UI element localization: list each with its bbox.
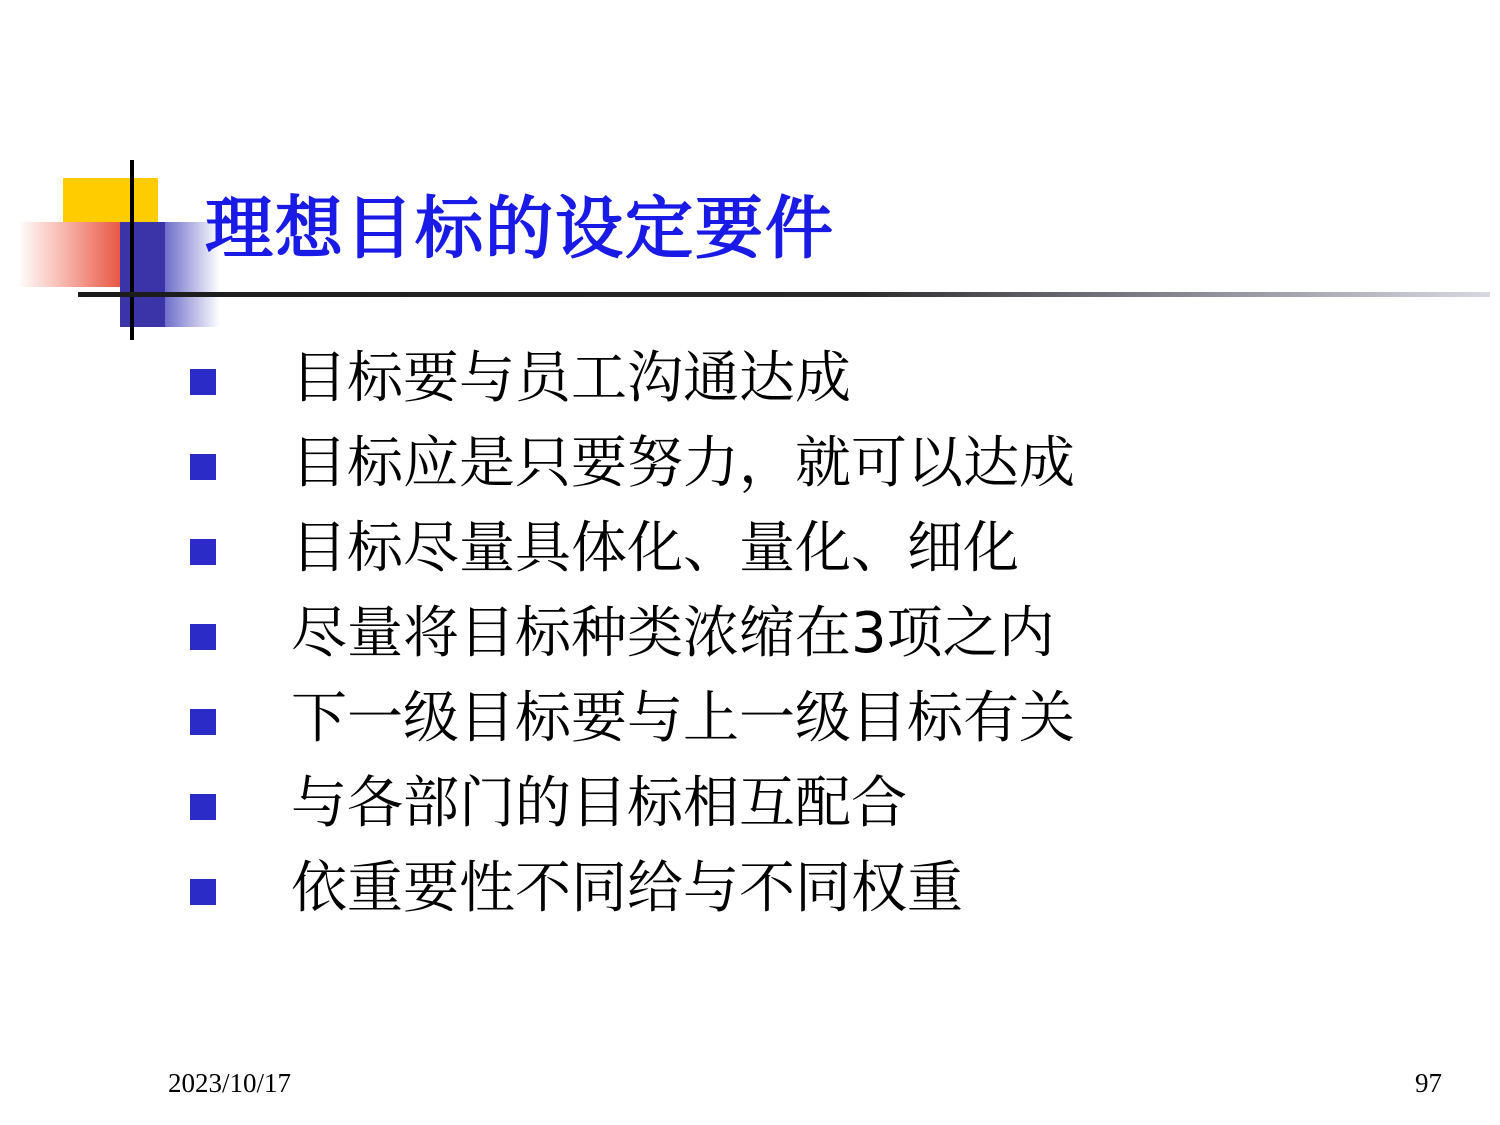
- list-item-label: 目标应是只要努力，就可以达成: [291, 430, 1075, 496]
- square-bullet-icon: [190, 369, 216, 395]
- list-item: [190, 340, 1460, 418]
- list-item-label: 目标要与员工沟通达成: [291, 345, 851, 411]
- square-bullet-icon: [190, 539, 216, 565]
- list-item-label: 目标尽量具体化、量化、细化: [291, 515, 1019, 581]
- footer-date: 2023/10/17: [168, 1068, 292, 1098]
- slide-title: 理想目标的设定要件: [205, 190, 836, 269]
- list-item: [190, 765, 1460, 843]
- list-item: [190, 425, 1460, 503]
- list-item-label: 尽量将目标种类浓缩在3项之内: [291, 600, 1055, 666]
- list-item: [190, 595, 1460, 673]
- square-bullet-icon: [190, 709, 216, 735]
- red-gradient-square-icon: [18, 222, 123, 287]
- blue-solid-square-icon: [120, 222, 165, 327]
- title-divider: [78, 292, 1490, 297]
- square-bullet-icon: [190, 879, 216, 905]
- footer-page-number: 97: [1415, 1068, 1442, 1098]
- list-item: [190, 680, 1460, 758]
- square-bullet-icon: [190, 624, 216, 650]
- square-bullet-icon: [190, 454, 216, 480]
- vertical-rule: [130, 160, 134, 340]
- list-item: [190, 510, 1460, 588]
- list-item-label: 依重要性不同给与不同权重: [291, 855, 963, 921]
- list-item: [190, 850, 1460, 928]
- list-item-label: 下一级目标要与上一级目标有关: [291, 685, 1075, 751]
- bullet-list: [190, 340, 1460, 935]
- list-item-label: 与各部门的目标相互配合: [291, 770, 907, 836]
- square-bullet-icon: [190, 794, 216, 820]
